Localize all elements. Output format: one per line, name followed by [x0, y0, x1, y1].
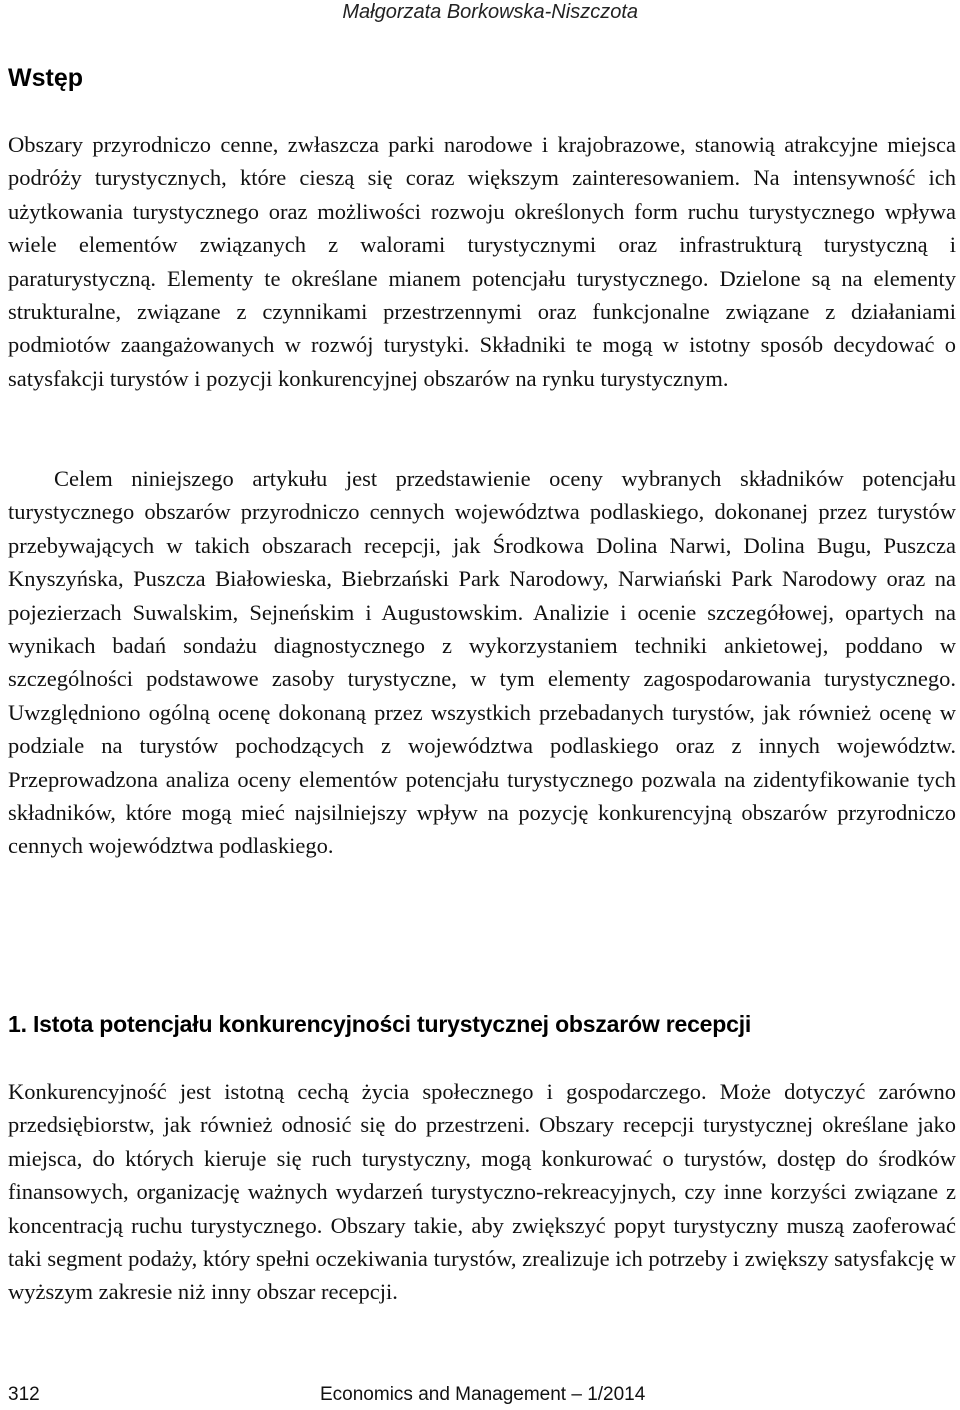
section-heading-intro: Wstęp [8, 64, 83, 92]
section-heading-1: 1. Istota potencjału konkurencyjności turystycznej obszarów recepcji [8, 1011, 752, 1037]
page-number: 312 [8, 1384, 40, 1405]
paragraph-intro-2: Celem niniejszego artykułu jest przedstawienie oceny wybranych składników potencjału turystycznego obszarów przyrodniczo cennych województwa podlaskiego, dokonanej przez turystów przebywających w takich obszarach recepcji, jak Środkowa Dolina Narwi, Dolina Bugu, Puszcza Knyszyńska, Puszcza Białowieska, Biebrzański Park Narodowy, Narwiański Park Narodowy oraz na pojezierzach Suwalskim, Sejneńskim i Augustowskim. Analizie i ocenie szczegółowej, opartych na wynikach badań sondażu diagnostycznego z wykorzystaniem techniki ankietowej, poddano w szczególności podstawowe zasoby turystyczne, w tym elementy zagospodarowania turystycznego. Uwzględniono ogólną ocenę dokonaną przez wszystkich przebadanych turystów, jak również ocenę w podziale na turystów pochodzących z województwa podlaskiego oraz z innych województw. Przeprowadzona analiza oceny elementów potencjału turystycznego pozwala na zidentyfikowanie tych składników, które mogą mieć najsilniejszy wpływ na pozycję konkurencyjną obszarów przyrodniczo cennych województwa podlaskiego. [8, 466, 956, 859]
journal-name: Economics and Management – 1/2014 [320, 1384, 646, 1405]
running-head-author: Małgorzata Borkowska-Niszczota [342, 1, 638, 23]
paragraph-section-1: Konkurencyjność jest istotną cechą życia społecznego i gospodarczego. Może dotyczyć zarówno przedsiębiorstw, jak również odnosić się do przestrzeni. Obszary recepcji turystycznej określane jako miejsca, do których kieruje się ruch turystyczny, mogą konkurować o turystów, dostęp do środków finansowych, organizację ważnych wydarzeń turystyczno-rekreacyjnych, czy inne korzyści związane z koncentracją ruchu turystycznego. Obszary takie, aby zwiększyć popyt turystyczny muszą zaoferować taki segment podaży, który spełni oczekiwania turystów, zrealizuje ich potrzeby i zwiększy satysfakcję w wyższym zakresie niż inny obszar recepcji. [8, 1079, 956, 1305]
paragraph-intro-1: Obszary przyrodniczo cenne, zwłaszcza parki narodowe i krajobrazowe, stanowią atrakcyjne miejsca podróży turystycznych, które cieszą się coraz większym zainteresowaniem. Na intensywność ich użytkowania turystycznego oraz możliwości rozwoju określonych form ruchu turystycznego wpływa wiele elementów związanych z walorami turystycznymi oraz infrastrukturą turystyczną i paraturystyczną. Elementy te określane mianem potencjału turystycznego. Dzielone są na elementy strukturalne, związane z czynnikami przestrzennymi oraz funkcjonalne związane z działaniami podmiotów zaangażowanych w rozwój turystyki. Składniki te mogą w istotny sposób decydować o satysfakcji turystów i pozycji konkurencyjnej obszarów na rynku turystycznym. [8, 132, 956, 391]
